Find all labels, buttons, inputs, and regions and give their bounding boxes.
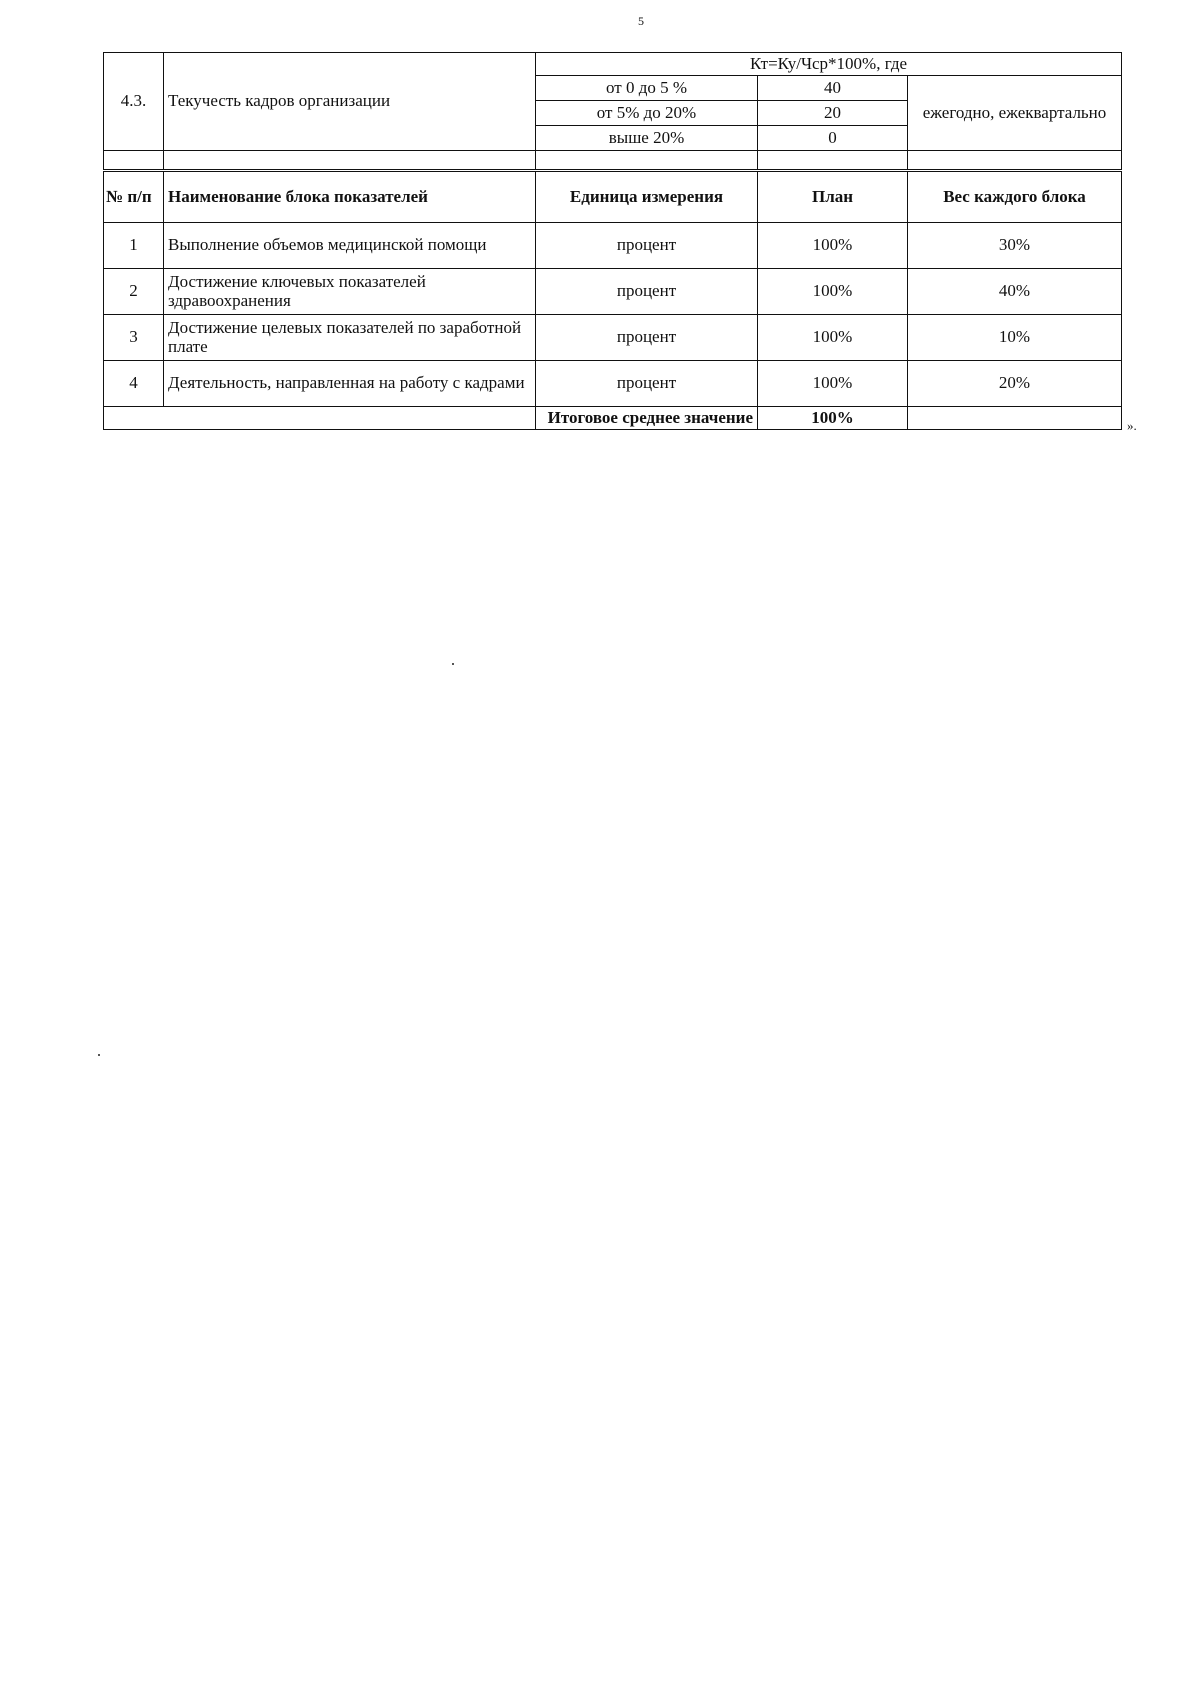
total-value: 100%: [758, 407, 908, 430]
row-num: 1: [104, 223, 164, 269]
periodicity: ежегодно, ежеквартально: [908, 76, 1122, 151]
table-row: [104, 223, 1122, 269]
row-unit: процент: [536, 315, 758, 361]
table-row: [104, 361, 1122, 407]
page-number: 5: [638, 14, 644, 28]
row-num: 2: [104, 269, 164, 315]
header-name: Наименование блока показателей: [164, 172, 536, 223]
row-name: Выполнение объемов медицинской помощи: [164, 223, 536, 269]
row-plan: 100%: [758, 223, 908, 269]
row-plan: 100%: [758, 361, 908, 407]
row-plan: 100%: [758, 269, 908, 315]
total-empty-cell: [908, 407, 1122, 430]
range-score: 20: [758, 101, 908, 126]
row-name: Достижение ключевых показателей здравоохранения: [164, 269, 536, 315]
row-num: 4: [104, 361, 164, 407]
scan-speck: [452, 663, 454, 665]
scan-speck: [98, 1054, 100, 1056]
row-weight: 30%: [908, 223, 1122, 269]
row-weight: 10%: [908, 315, 1122, 361]
range-label: выше 20%: [536, 126, 758, 151]
turnover-formula: Кт=Ку/Чср*100%, где: [536, 53, 1122, 76]
table-row: [104, 315, 1122, 361]
indicator-blocks-table: [103, 171, 1122, 430]
range-label: от 0 до 5 %: [536, 76, 758, 101]
staff-turnover-table: [103, 52, 1122, 170]
total-label: Итоговое среднее значение: [536, 407, 758, 430]
range-score: 0: [758, 126, 908, 151]
table-row: [104, 269, 1122, 315]
row-unit: процент: [536, 269, 758, 315]
row-unit: процент: [536, 223, 758, 269]
item-name: Текучесть кадров организации: [164, 53, 536, 151]
row-weight: 40%: [908, 269, 1122, 315]
header-num: № п/п: [104, 172, 164, 223]
closing-quote: ».: [1127, 418, 1137, 433]
total-row: [104, 407, 1122, 430]
range-score: 40: [758, 76, 908, 101]
spacer-row: [104, 151, 1122, 170]
row-name: Деятельность, направленная на работу с кадрами: [164, 361, 536, 407]
row-plan: 100%: [758, 315, 908, 361]
header-unit: Единица измерения: [536, 172, 758, 223]
row-name: Достижение целевых показателей по заработной плате: [164, 315, 536, 361]
row-weight: 20%: [908, 361, 1122, 407]
row-num: 3: [104, 315, 164, 361]
row-unit: процент: [536, 361, 758, 407]
item-number: 4.3.: [104, 53, 164, 151]
range-label: от 5% до 20%: [536, 101, 758, 126]
table-header-row: [104, 172, 1122, 223]
header-weight: Вес каждого блока: [908, 172, 1122, 223]
header-plan: План: [758, 172, 908, 223]
